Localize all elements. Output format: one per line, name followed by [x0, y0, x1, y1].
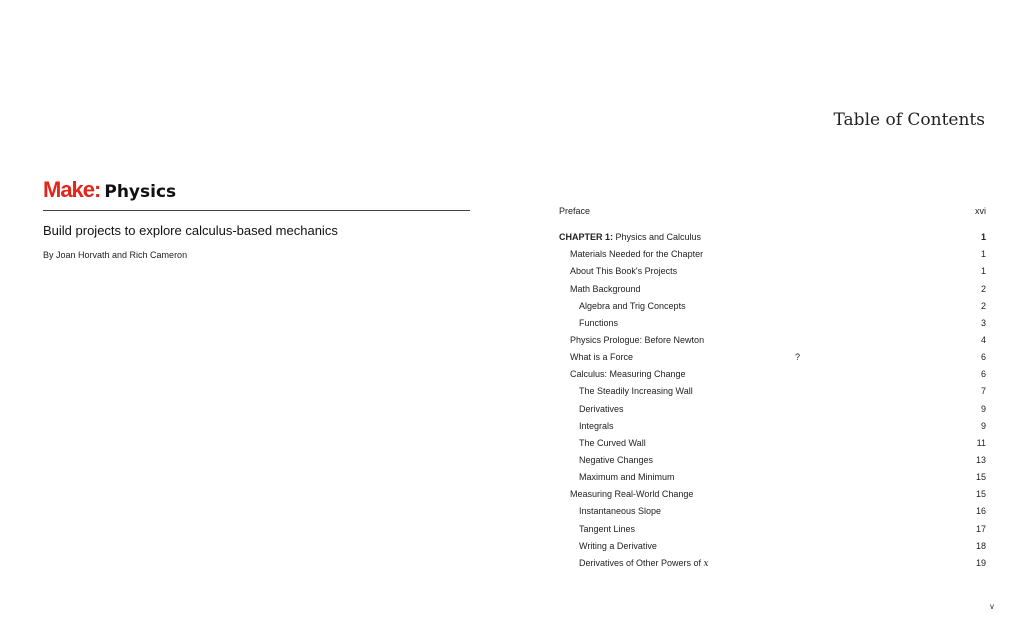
- toc-entry-page: 1: [980, 249, 986, 260]
- book-brand: [43, 177, 176, 203]
- toc-entry-page: 18: [975, 540, 986, 551]
- toc-entry-page: 15: [975, 472, 986, 483]
- toc-entry-label: Tangent Lines: [579, 523, 636, 534]
- toc-entry-label: The Curved Wall: [579, 437, 646, 448]
- toc-entry-label: Materials Needed for the Chapter: [570, 249, 704, 260]
- toc-heading: Table of Contents: [833, 110, 985, 130]
- toc-entry-label: Integrals: [579, 420, 614, 431]
- book-byline: By Joan Horvath and Rich Cameron: [43, 250, 188, 260]
- toc-entry-page: 1: [980, 266, 986, 277]
- toc-entry-page: 9: [980, 403, 986, 414]
- toc-entry-page: 6: [980, 369, 986, 380]
- toc-entry-label: Math Background: [570, 283, 641, 294]
- title-rule: [43, 210, 470, 211]
- toc-entry-label: Negative Changes: [579, 454, 654, 465]
- toc-entry-label: Writing a Derivative: [579, 540, 657, 551]
- toc-entry[interactable]: [559, 246, 986, 263]
- toc-entry-page: 15: [975, 489, 986, 500]
- toc-entry-page: 16: [975, 506, 986, 517]
- toc-entry-label: Derivatives of Other Powers of: [579, 557, 704, 568]
- toc-entry-label: Preface: [559, 206, 591, 216]
- toc-entry[interactable]: [559, 281, 986, 298]
- toc-entry[interactable]: [559, 332, 986, 349]
- toc-entry-label: Measuring Real-World Change: [570, 489, 694, 500]
- toc-entry-label: What is a Force: [570, 352, 634, 363]
- toc-entry[interactable]: [559, 349, 986, 366]
- toc-entry[interactable]: [559, 469, 986, 486]
- toc-entry-page: 2: [980, 300, 986, 311]
- toc-entry-label: Physics Prologue: Before Newton: [570, 334, 705, 345]
- toc-entry-label: Instantaneous Slope: [579, 506, 662, 517]
- toc-entry-chapter-1[interactable]: [559, 229, 986, 246]
- toc-entry-label: About This Book's Projects: [570, 266, 678, 277]
- toc-entry-page: 2: [980, 283, 986, 294]
- toc-entry[interactable]: [559, 263, 986, 280]
- toc-entry-page: 9: [980, 420, 986, 431]
- toc-entry-page: xvi: [975, 206, 986, 216]
- make-logo: Make:: [43, 177, 101, 202]
- toc-entry[interactable]: [559, 486, 986, 503]
- toc-entry-page: 4: [980, 334, 986, 345]
- toc-entry[interactable]: [559, 383, 986, 400]
- toc-entry[interactable]: [559, 452, 986, 469]
- toc-entry-page: 6: [980, 352, 986, 363]
- toc-entry[interactable]: [559, 366, 986, 383]
- toc-entry-page: 11: [976, 437, 986, 448]
- chapter-title: Physics and Calculus: [613, 232, 702, 243]
- toc-entry-label: Functions: [579, 317, 619, 328]
- toc-entry[interactable]: [559, 521, 986, 538]
- toc-entry[interactable]: [559, 418, 986, 435]
- toc-entry[interactable]: [559, 315, 986, 332]
- toc-entry-label: The Steadily Increasing Wall: [579, 386, 693, 397]
- stray-question-mark: ?: [795, 352, 801, 362]
- page-number: v: [990, 602, 994, 611]
- chapter-prefix: CHAPTER 1:: [559, 232, 614, 243]
- toc-entry-page: 17: [975, 523, 986, 534]
- book-title: Physics: [104, 182, 177, 202]
- toc-entry[interactable]: [559, 401, 986, 418]
- toc-entry-page: 7: [980, 386, 986, 397]
- toc-entry-preface[interactable]: [559, 203, 986, 220]
- toc-entry[interactable]: [559, 538, 986, 555]
- toc-entry-label: Maximum and Minimum: [579, 472, 675, 483]
- toc-entry[interactable]: [559, 555, 986, 572]
- toc-entry[interactable]: [559, 298, 986, 315]
- toc-entry[interactable]: [559, 435, 986, 452]
- math-variable: x: [703, 558, 709, 569]
- toc-entry-page: 1: [980, 232, 986, 243]
- toc-entry-label: Derivatives: [579, 403, 624, 414]
- toc-list: [559, 203, 986, 572]
- book-subtitle: Build projects to explore calculus-based mechanics: [43, 223, 338, 238]
- toc-entry-page: 13: [975, 454, 986, 465]
- toc-entry-page: 19: [975, 557, 986, 568]
- toc-entry-label: Algebra and Trig Concepts: [579, 300, 686, 311]
- toc-entry[interactable]: [559, 503, 986, 520]
- toc-entry-page: 3: [980, 317, 986, 328]
- toc-entry-label: Calculus: Measuring Change: [570, 369, 686, 380]
